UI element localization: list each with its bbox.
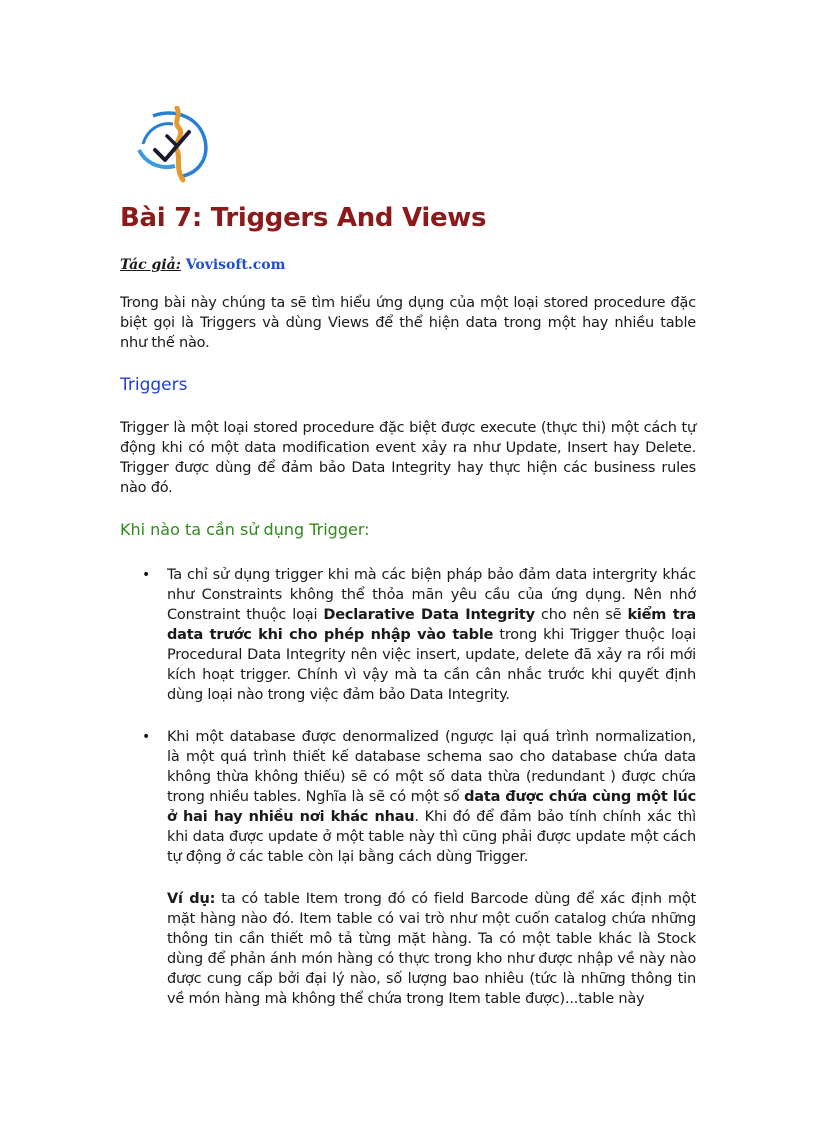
text-run: Ta chỉ sử dụng trigger khi mà các biện pháp bảo đảm data intergrity khác như Constraints không thể thỏa mãn yêu cầu của ứng dụng. Nên nhớ Constraint thuộc loại — [167, 567, 696, 623]
example-label: Ví dụ: — [167, 891, 216, 907]
author-name: Vovisoft.com — [185, 257, 286, 273]
example-text: ta có table Item trong đó có field Barcode dùng để xác định một mặt hàng nào đó. Item table có vai trò như một cuốn catalog chứa những thông tin cần thiết mô tả từng mặt hàng. Ta có một table khác là Stock dùng để phản ánh món hàng có thực trong kho như được nhập về này nào được cung cấp bởi đại lý nào, số lượng bao nhiêu (tức là những thông tin về món hàng mà không thể chứa trong Item table được)...table này — [167, 891, 696, 1007]
bullet-icon: • — [142, 729, 151, 745]
author-line — [120, 257, 285, 273]
list-item-text — [167, 565, 696, 705]
text-run: . Khi đó để đảm bảo tính chính xác thì khi data được update ở một table này thì cũng phải được update một cách tự động ở các table còn lại bằng cách dùng Trigger. — [167, 809, 696, 865]
list-item — [140, 565, 696, 705]
usage-list — [140, 565, 696, 1009]
when-to-use-heading: Khi nào ta cần sử dụng Trigger: — [120, 520, 370, 539]
text-run: Khi một database được denormalized (ngược lại quá trình normalization, là một quá trình thiết kế database schema sao cho database chứa data không thừa không thiếu) sẽ có một số data thừa (redundant ) được chứa trong nhiều tables. Nghĩa là sẽ có một số — [167, 729, 696, 805]
text-run: trong khi Trigger thuộc loại Procedural Data Integrity nên việc insert, update, delete đã xảy ra rồi mới kích hoạt trigger. Chính vì vậy mà ta cần cân nhắc trước khi quyết định dùng loại nào trong việc đảm bảo Data Integrity. — [167, 627, 696, 703]
bold-text: data được chứa cùng một lúc ở hai hay nhiều nơi khác nhau — [167, 789, 697, 825]
bold-text: kiểm tra data trước khi cho phép nhập vào table — [167, 607, 697, 643]
author-label: Tác giả: — [120, 257, 181, 273]
list-item — [140, 727, 696, 1009]
example-paragraph — [167, 889, 696, 1009]
bold-text: Declarative Data Integrity — [323, 607, 535, 623]
text-run: cho nên sẽ — [534, 607, 628, 623]
intro-paragraph: Trong bài này chúng ta sẽ tìm hiểu ứng dụng của một loại stored procedure đặc biệt gọi là Triggers và dùng Views để thể hiện data trong một hay nhiều table như thế nào. — [120, 295, 696, 351]
bullet-icon: • — [142, 567, 151, 583]
triggers-heading: Triggers — [120, 375, 188, 395]
list-item-text — [167, 727, 696, 867]
page-title: Bài 7: Triggers And Views — [120, 203, 487, 233]
vovisoft-logo-icon — [133, 106, 213, 186]
triggers-definition: Trigger là một loại stored procedure đặc biệt được execute (thực thi) một cách tự động khi có một data modification event xảy ra như Update, Insert hay Delete. Trigger được dùng để đảm bảo Data Integrity hay thực hiện các business rules nào đó. — [120, 420, 696, 496]
